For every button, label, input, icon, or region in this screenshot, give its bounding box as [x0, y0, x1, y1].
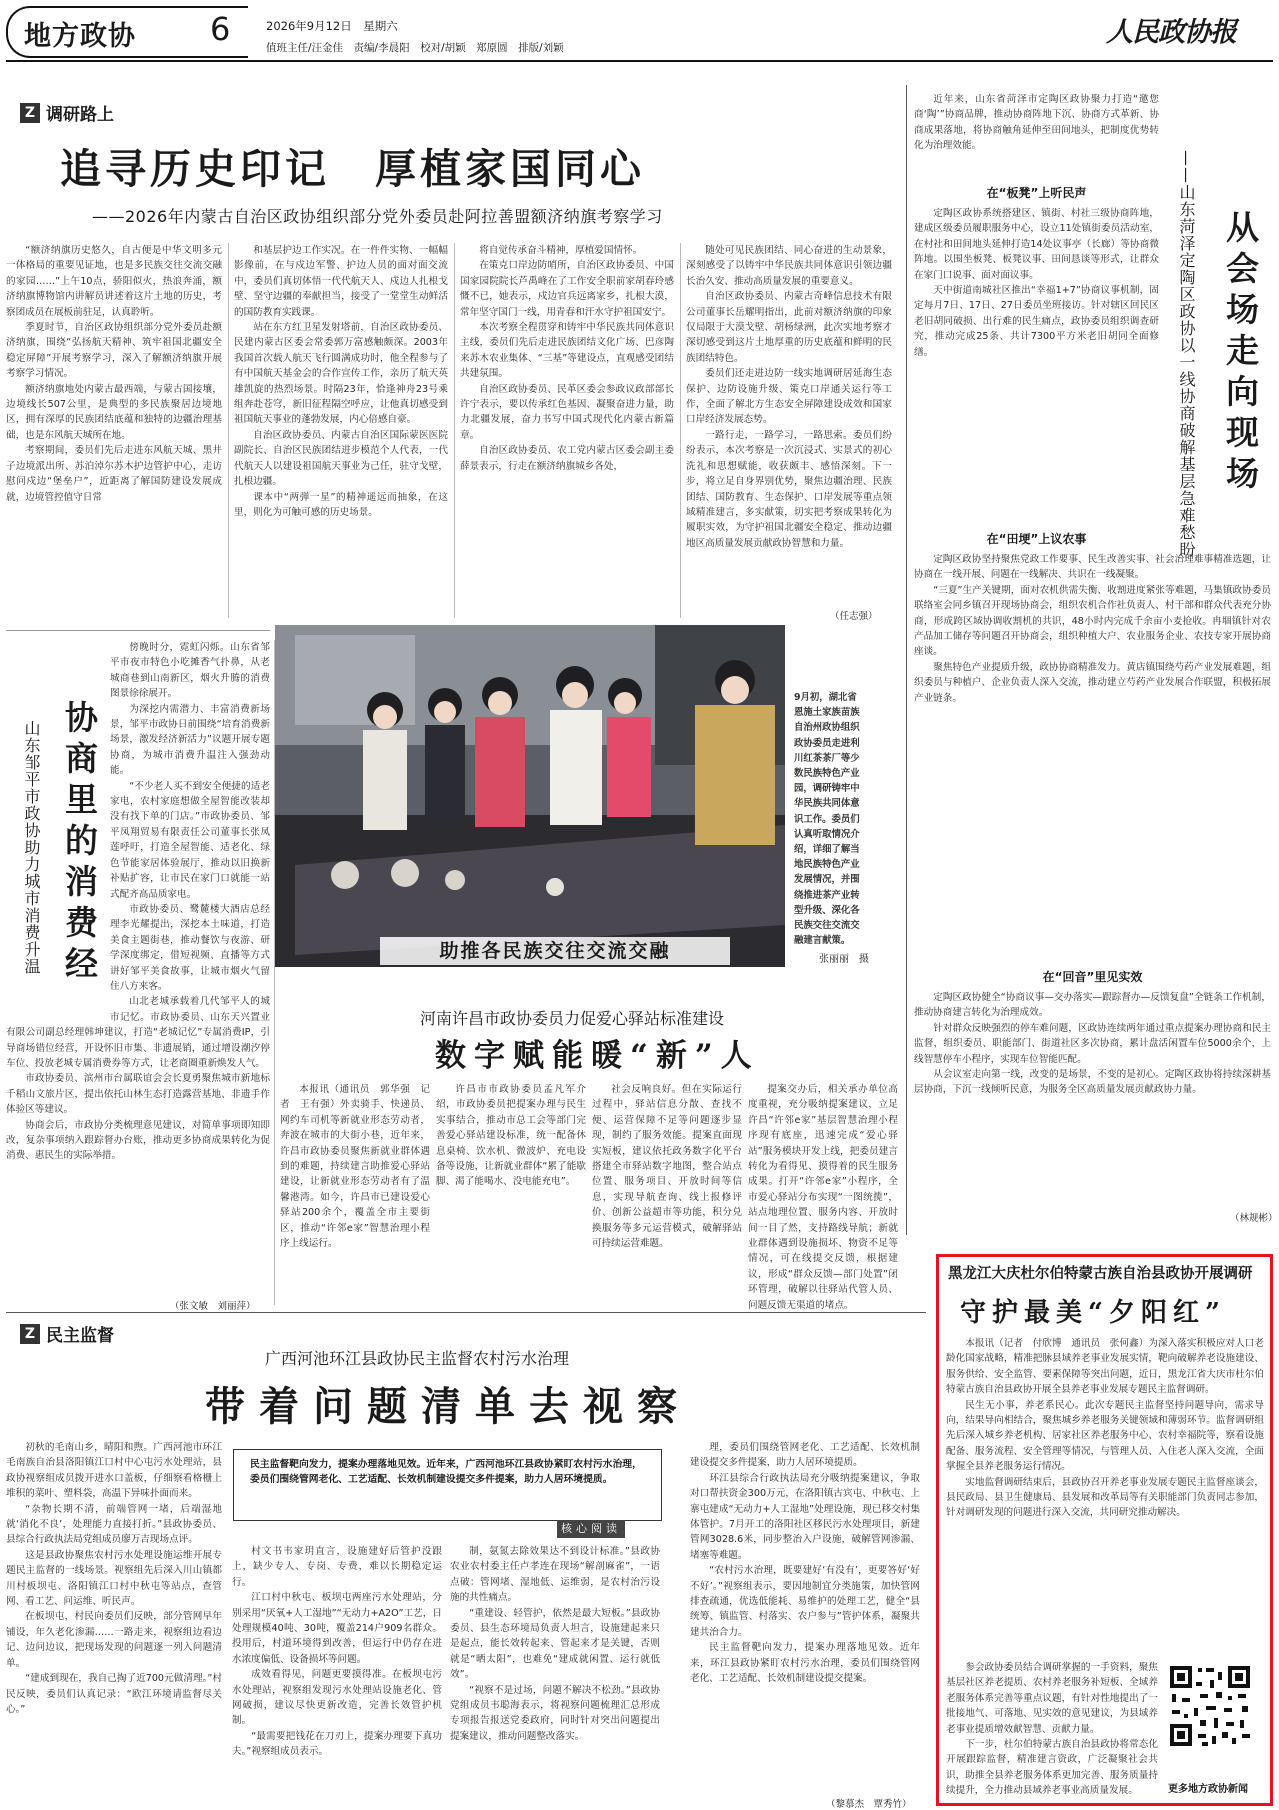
article2-title-big: 从会场走向现场 — [1221, 210, 1260, 497]
column-tag-research — [20, 100, 114, 125]
article3-title: 数字赋能暖“新”人 — [435, 1038, 760, 1074]
qr-code-icon — [1166, 1662, 1254, 1750]
article6-subtitle: 广西河池环江县政协民主监督农村污水治理 — [265, 1349, 570, 1368]
editors-line: 值班主任/汪金佳 责编/李晨阳 校对/胡颖 郑原圆 排版/刘颖 — [266, 42, 564, 54]
tag-label: 民主监督 — [46, 1326, 114, 1346]
tag-icon: Z — [20, 1324, 40, 1344]
article1-col4: 随处可见民族团结、同心奋进的生动景象，深刻感受了以铸牢中华民族共同体意识引领边疆长治久安、推动高质量发展的重要意义。 自治区政协委员、内蒙古奇峰信息技术有限公司董事长岳耀明指出，此前对额济纳旗的印象仅局限于大漠戈壁、胡杨绿洲，此次实地考察才深切感受到这片土地厚重的历史底蕴和鲜明的民族团结特色。 委员们还走进边防一线实地调研居延海生态保护、边防设施升级、策克口岸通关运行等工作，全面了解北方生态安全屏障建设成效和国家口岸经济发展态势。 一路行走，一路学习，一路思索。委员们纷纷表示，本次考察是一次沉浸式、实景式的初心洗礼和思想赋能，收获颇丰、感悟深刻。下一步，将立足自身界别优势，聚焦边疆治理、民族团结、国防教育、生态保护、口岸发展等重点领域精准建言，多实献策，切实把考察成果转化为履职实效，为守护祖国北疆安全稳定、推动边疆地区高质量发展贡献政协智慧和力量。 — [686, 245, 892, 549]
qr-code[interactable] — [1166, 1662, 1254, 1750]
article7-title: 守护最美“夕阳红” — [960, 1298, 1226, 1328]
article2-subhead3: 在“回音”里见实效 — [1042, 970, 1143, 984]
article2-byline: （林规彬） — [1230, 1213, 1278, 1224]
photo-banner: 助推各民族交往交流交融 — [380, 937, 730, 965]
article7-subtitle: 黑龙江大庆杜尔伯特蒙古族自治县政协开展调研 — [948, 1266, 1253, 1282]
article6-col4: 理，委员们围绕管网老化、工艺适配、长效机制建设提交多件提案，助力人居环境提质。 环江县综合行政执法局充分吸纳提案建议，争取对口帮扶资金300万元，在洛阳镇古宾屯、中秋屯、上寨屯建成“无动力+人工湿地”处理设施，现已移交村集体管护。7月开工的洛阳社区移民污水处理项目，新建管网3028.6米，同步整治入户设施，破解管网渗漏、堵塞等难题。 “农村污水治理，既要建好‘有没有’，更要答好‘好不好’。”视察组表示，要因地制宜分类施策，加快管网排查疏通，优选低能耗、易维护的处理工艺，健全“县统筹、镇监管、村落实、农户参与”管护体系，凝聚共建共治合力。 民主监督靶向发力，提案办理落地见效。近年来，环江县政协紧盯农村污水治理，委员们围绕管网老化、工艺适配、长效机制建设提交提案。 — [690, 1442, 920, 1685]
article2-intro: 近年来，山东省菏泽市定陶区政协聚力打造“邀您商‘陶’”协商品牌，推动协商阵地下沉、协商方式革新、协商成果落地，将协商触角延伸至田间地头，把制度优势转化为治理效能。 — [914, 94, 1159, 152]
article6-col3: 制，氨氮去除效果达不到设计标准。”县政协农业农村委主任卢孝连在现场“解剖麻雀”，一语点破：管网堵、湿地低、运维弱，是农村治污设施的共性痛点。 “重建设、轻管护，依然是最大短板。”县政协委员、县生态环境局负责人坦言，设施建起来只是起点，能长效转起来、管起来才是关键，否则就是“晒太阳”，也难免“建成就闲置、运行就低效”。 “视察不是过场，问题不解决不松劲。”县政协党组成员韦聪海表示，将视察问题梳理汇总形成专项报告报送党委政府，同时针对突出问题提出提案建议，推动问题整改落实。 — [450, 1546, 660, 1742]
left-article-title-small: 山东邹平市政协助力城市消费升温 — [22, 720, 41, 975]
article3-col2: 许昌市市政协委员孟凡军介绍，市政协委员把提案办理与民生实事结合，推动市总工会等部门完善爱心驿站建设标准，统一配备休息桌椅、饮水机、微波炉、充电设备等设施，让新就业群体“累了能歇脚、渴了能喝水、没电能充电”。 — [436, 1084, 586, 1188]
article6-col2: 村文书韦家玥直言，设施建好后管护没跟上，缺少专人、专岗、专费，难以长期稳定运行。 江口村中秋屯、板坝屯两座污水处理站，分别采用“厌氧+人工湿地”“无动力+A2O”工艺，日处理规模40吨、30吨，覆盖214户909名群众。投用后，村道环境得到改善，但运行中仍存在进水浓度偏低、设备损坏等问题。 成效看得见，问题更要摸得准。在板坝屯污水处理站，视察组发现污水处理站设施老化、管网破损，建议尽快更新改造，完善长效管护机制。 “最需要把钱花在刀刃上，提案办理要下真功夫。”视察组成员表示。 — [232, 1546, 442, 1758]
qr-label: 更多地方政协新闻 — [1168, 1784, 1248, 1795]
article3-col3: 社会反响良好。但在实际运行过程中，驿站信息分散、查找不便、运营保障不足等问题逐步显现，制约了服务效能。提案直面现实短板，建议依托政务数字化平台搭建全市驿站数字地图，整合站点位置、服务项目、开放时间等信息，实现导航查询、线上报修评价、创新公益超市等功能，积分兑换服务等多元运营模式，破解驿站可持续运营难题。 — [592, 1084, 742, 1250]
section-name: 地方政协 — [24, 21, 136, 52]
article6-col1: 初秋的毛南山乡，晴阳和煦。广西河池市环江毛南族自治县洛阳镇江口村中心屯污水处理站，县政协视察组成员拨开进水口盖板，仔细察看格栅上堆积的菜叶、塑料袋，高温下异味扑面而来。 “杂物长期不清，前端管网一堵，后端湿地就‘消化不良’，处理能力直接打折。”县政协委员、县综合行政执法局党组成员廖万吉现场点评。 这是县政协聚焦农村污水处理设施运维开展专题民主监督的一线场景。视察组先后深入川山镇都川村板坝屯、洛阳镇江口村中秋屯等站点，查管网、看工艺、问运维、听民声。 在板坝屯，村民向委员们反映，部分管网早年铺设，年久老化渗漏……一路走来，视察组边看边记、边问边议，把现场发现的问题逐一列入问题清单。 “建成到现在，我自己掏了近700元做清理。”村民反映，委员们认真记录：“欧江环境请监督尽关心。” — [6, 1442, 222, 1715]
article3-col4: 提案交办后，相关承办单位高度重视，充分吸纳提案建议，立足许昌“许邻e家”基层智慧治理小程序现有底座，迅速完成“爱心驿站”服务模块开发上线，把委员建言转化为看得见、摸得着的民生服务成果。打开“许邻e家”小程序，全市爱心驿站分布实现“一图统揽”，站点地理位置、服务内容、开放时间一目了然，支持路线导航；新就业群体遇到设施损坏、物资不足等情况，可在线提交反馈，根据建议，形成“群众反馈—部门处置”闭环管理，破解以往驿站代管人员、问题反馈无渠道的堵点。 — [748, 1084, 898, 1311]
core-reading-label: 核心阅读 — [557, 1520, 625, 1538]
article1-col1: “额济纳旗历史悠久，自古便是中华文明多元一体格局的重要见证地，也是多民族交往交流交融的家园……”上午10点，骄阳似火，热浪奔涌，额济纳旗博物馆内讲解员讲述着这片土地的历史，考察团成员在展板前驻足，认真聆听。 季夏时节，自治区政协组织部分党外委员赴额济纳旗，围绕“弘扬航天精神、筑牢祖国北疆安全稳定屏障”开展考察学习，深入了解额济纳旗开展考察学习情况。 额济纳旗地处内蒙古最西端，与蒙古国接壤，边境线长507公里，是典型的多民族聚居边境地区，拥有深厚的民族团结底蕴和独特的边疆治理基础，也是东风航天城所在地。 考察期间，委员们先后走进东风航天城、黑井子边境派出所、苏泊淖尔苏木护边管护中心，走访慰问戍边“堡垒户”，近距离了解国防建设发展成就，边境管控值守日常 — [6, 245, 222, 503]
left-article-byline: （张文敏 刘丽萍） — [170, 1301, 256, 1312]
article1-col2: 和基层护边工作实况。在一件件实物、一幅幅影像前，在与戍边军警、护边人员的面对面交流中，委员们真切体悟一代代航天人、戍边人扎根戈壁、坚守边疆的奉献担当，接受了一堂堂生动鲜活的国防教育实践课。 站在东方红卫星发射塔前，自治区政协委员、民建内蒙古区委会常委郭万富感触颇深。2003年我国首次载人航天飞行圆满成功时，他全程参与了有中国航天基金会的合作宣传工作，亲历了航天英雄凯旋的热烈场景。时隔23年，恰逢神舟23号乘组奔赴苍穹，新旧征程隔空呼应，让他真切感受到祖国航天事业的蓬勃发展，内心倍感自豪。 自治区政协委员、内蒙古自治区国际蒙医医院副院长、自治区民族团结进步模范个人代表，一代代航天人以建设祖国航天事业为己任，驻守戈壁，扎根边疆。 课本中“两弹一星”的精神遥远而抽象，在这里，则化为可触可感的历史场景。 — [234, 245, 448, 518]
photo-caption: 9月初，湖北省恩施土家族苗族自治州政协组织政协委员走进利川红茶茶厂等少数民族特色产业园，调研铸牢中华民族共同体意识工作。委员们认真听取情况介绍，详细了解当地民族特色产业发展情况，并围绕推进茶产业转型升级、深化各民族交往交流交融建言献策。 — [794, 692, 860, 947]
header-rule — [6, 60, 1273, 62]
article6-title: 带着问题清单去视察 — [205, 1383, 691, 1430]
column-tag-supervision — [20, 1321, 114, 1346]
article2-part2: 定陶区政协坚持聚焦党政工作要事、民生改善实事、社会治理难事精准选题，让协商在一线开展、问题在一线解决、共识在一线凝聚。 “三夏”生产关键期，面对农机供需失衡、收割进度紧张等难题，马集镇政协委员联络室会同乡镇召开现场协商会，组织农机合作社负责人、村干部和群众代表充分协商，形成跨区域协调收割机的共识，48小时内完成千余亩小麦抢收。冉堌镇针对农产品加工储存等问题召开协商会，组织种植大户、农业服务企业、农技专家开展协商座谈。 聚焦特色产业提质升级，政协协商精准发力。黄店镇围绕芍药产业发展难题，组织委员与种植户、企业负责人深入交流，推动建立芍药产业发展合作联盟，积极拓展产业链条。 — [914, 554, 1271, 704]
page-number: 6 — [210, 10, 231, 48]
core-reading-text: 民主监督靶向发力，提案办理落地见效。近年来，广西河池环江县政协紧盯农村污水治理，委员们围绕管网老化、工艺适配、长效机制建设提交多件提案，助力人居环境提质。 — [250, 1459, 642, 1485]
tag-label: 调研路上 — [46, 105, 114, 125]
article1-byline: （任志强） — [830, 611, 878, 622]
article2-title-small: ——山东菏泽定陶区政协以一线协商破解基层急难愁盼 — [1177, 150, 1196, 558]
newspaper-logo: 人民政协报 — [1106, 17, 1236, 48]
article2-subhead1: 在“板凳”上听民声 — [986, 186, 1087, 200]
left-article-title-big: 协商里的消费经 — [60, 700, 99, 987]
article1-subtitle: ——2026年内蒙古自治区政协组织部分党外委员赴阿拉善盟额济纳旗考察学习 — [92, 207, 663, 226]
article3-col1: 本报讯（通讯员 郭华强 记者 王有强）外卖骑手、快递员、网约车司机等新就业形态劳动者，奔波在城市的大街小巷，近年来，许昌市政协委员聚焦新就业群体遇到的难题，持续建言助推爱心驿站建设，让新就业形态劳动者有了温馨港湾。如今，许昌市已建设爱心驿站200余个，覆盖全市主要街区，推动“许邻e家”智慧治理小程序上线运行。 — [280, 1084, 430, 1250]
article7-body-top: 本报讯（记者 付欣博 通讯员 张何鑫）为深入落实积极应对人口老龄化国家战略，精准把脉县域养老事业发展实情，靶向破解养老设施建设、服务供给、安全监管、要素保障等突出问题，近日，黑龙江省大庆市杜尔伯特蒙古族自治县政协开展全县养老事业发展专题民主监督调研。 民生无小事，养老系民心。此次专题民主监督坚持问题导向，需求导向，结果导向相结合，聚焦城乡养老服务关键领域和薄弱环节。监督调研组先后深入城乡养老机构、居家社区养老服务中心、农村幸福院等，察看设施配备、服务流程、安全管理等情况，与管理人员、入住老人深入交流，全面掌握全县养老服务运行情况。 实地监督调研结束后，县政协召开养老事业发展专题民主监督座谈会，县民政局、县卫生健康局、县发展和改革局等有关职能部门负责同志参加，针对调研发现的问题进行深入交流，共同研究推动解决。 — [946, 1338, 1264, 1519]
issue-date: 2026年9月12日 星期六 — [266, 19, 398, 33]
photo-illustration — [275, 625, 785, 967]
left-article-body: 傍晚时分，霓虹闪烁。山东省邹平市夜市特色小吃摊香气扑鼻，从老城商巷到山南新区，烟火升腾的消费图景徐徐展开。 为深挖内需潜力、丰富消费新场景，邹平市政协日前围绕“培育消费新场景，激发经济新活力”议题开展专题协商，为城市消费升温注入强劲动能。 “不少老人买不到安全便捷的适老家电，农村家庭想做全屋智能改装却没有找下单的门店。”市政协委员、邹平凤翔贸易有限责任公司董事长张凤莲呼吁，打造全屋智能、适老化、绿色节能家居体验展厅，推动以旧换新补贴扩容，让市民在家门口就能一站式配齐高品质家电。 市政协委员、鹭麓楼大酒店总经理李光耀提出，深挖本土味道，打造美食主题街巷，推动餐饮与夜游、研学深度绑定，借短视频、直播等方式讲好邹平美食故事，让城市烟火气留住八方来客。 山北老城承载着几代邹平人的城市记忆。市政协委员、山东天兴置业有限公司副总经理韩坤建议，打造“老城记忆”专属消费IP，引导商场错位经营，开设怀旧市集、非遗展销，通过增设潮汐停车位、投放老城专属消费券等方式，让老商圈重新焕发人气。 市政协委员、滨州市台属联谊会会长夏勇聚焦城市新地标千稻山文旅片区，提出依托山林生态打造露营基地、非遗手作体验区等建议。 协商会后，市政协分类梳理意见建议，对简单事项即知即改，复杂事项纳入跟踪督办台账，推动更多协商成果转化为促消费、惠民生的实际举措。 — [6, 642, 270, 1162]
article3-subtitle: 河南许昌市政协委员力促爱心驿站标准建设 — [420, 1009, 725, 1028]
article1-title: 追寻历史印记 厚植家国同心 — [60, 145, 645, 193]
article1-col3: 将自觉传承奋斗精神，厚植爱国情怀。 在策克口岸边防哨所，自治区政协委员、中国国家园院院长芦禹峰在了工作安全职前家胡春玲感慨不已，她表示，戍边官兵远离家乡，扎根大漠，常年坚守国门一线，用青春和汗水守护祖国安宁。 本次考察全程贯穿和铸牢中华民族共同体意识主线，委员们先后走进民族团结文化广场、巴彦陶来苏木农业集体、“三基”等建设点，直观感受团结共建氛围。 自治区政协委员、民革区委会参政议政部部长许宁表示，要以传承红色基因、凝聚奋进力量，助力北疆发展，奋力书写中国式现代化内蒙古新篇章。 自治区政协委员、农工党内蒙古区委会副主委薛景表示，行走在额济纳旗城乡各处， — [460, 245, 674, 472]
photo-credit: 张丽丽 摄 — [819, 954, 869, 965]
article6-byline: （黎慕杰 覃秀竹） — [826, 1799, 912, 1810]
article2-subhead2: 在“田埂”上议农事 — [986, 532, 1087, 546]
article7-body-bottom: 参会政协委员结合调研掌握的一手资料，聚焦基层社区养老提质、农村养老服务补短板、全域养老服务体系完善等重点议题，有针对性地提出了一批接地气、可落地、见实效的意见建议，为县域养老事业提质增效献智慧、贡献力量。 下一步，杜尔伯特蒙古族自治县政协将常态化开展跟踪监督，精准建言资政，广泛凝聚社会共识，助推全县养老服务体系更加完善、服务质量持续提升，全力推动县域养老事业高质量发展。 — [946, 1662, 1158, 1797]
page-header — [0, 0, 1279, 62]
article2-part1: 定陶区政协系统搭建区、镇街、村社三级协商阵地，建成区级委员履职服务中心，设立11处镇街委员活动室，在村社和田间地头延伸打造14处议事亭（长廊）等协商微阵地。以围坐板凳、板凳议事、田间恳谈等形式，让群众在家门口说事、面对面议事。 天中街道南城社区推出“幸福1+7”协商议事机制，固定每月7日、17日、27日委员坐班接访。针对辖区回民区老旧胡同破损、出行难的民生痛点，政协委员组织调查研究，推动完成25条、共计7300平方米老旧胡同全面修缮。 — [914, 208, 1159, 358]
news-photo — [275, 625, 785, 967]
article2-part3: 定陶区政协健全“协商议事—交办落实—跟踪督办—反馈复盘”全链条工作机制，推动协商建言转化为治理成效。 针对群众反映强烈的停车难问题，区政协连续两年通过重点提案办理协商和民主监督，组织委员、职能部门、街道社区多次协商，累计盘活闲置车位5000余个，上线智慧停车小程序，实现车位智能匹配。 从会议室走向第一线，改变的是场景，不变的是初心。定陶区政协将持续深耕基层协商，下沉一线倾听民意，为服务全区高质量发展贡献政协力量。 — [914, 992, 1271, 1096]
tag-icon: Z — [20, 103, 40, 123]
